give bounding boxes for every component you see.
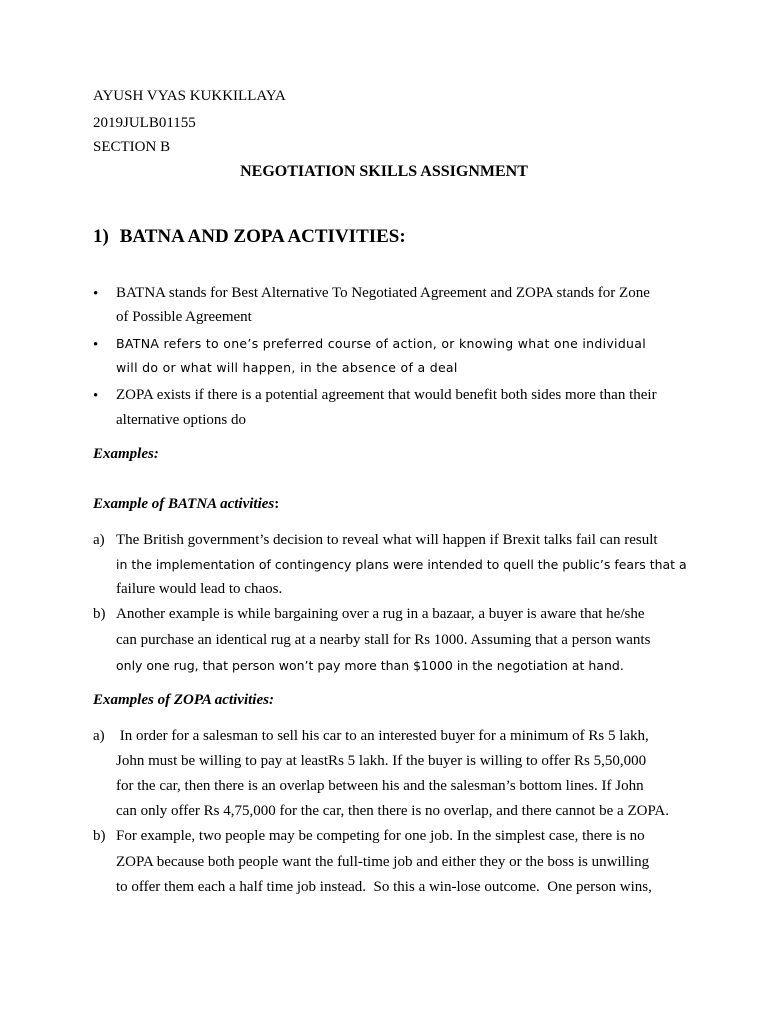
- assignment-title: NEGOTIATION SKILLS ASSIGNMENT: [240, 163, 528, 180]
- section-label: SECTION B: [93, 139, 171, 155]
- bullet-2-line-2: will do or what will happen, in the absence of a deal: [116, 360, 458, 375]
- list-marker: b): [93, 828, 106, 844]
- zopa-examples-heading: Examples of ZOPA activities:: [93, 692, 274, 708]
- batna-a-line-3: failure would lead to chaos.: [116, 581, 283, 597]
- zopa-a-line-4: can only offer Rs 4,75,000 for the car, then there is no overlap, and there cannot be a ZOPA.: [116, 803, 669, 819]
- bullet-3-line-2: alternative options do: [116, 412, 246, 428]
- bullet-icon: •: [93, 337, 99, 353]
- list-marker: a): [93, 532, 105, 548]
- list-marker: b): [93, 606, 106, 622]
- section-heading: [93, 226, 406, 248]
- bullet-icon: •: [93, 388, 99, 404]
- batna-b-line-3: only one rug, that person won’t pay more than $1000 in the negotiation at hand.: [116, 658, 624, 673]
- batna-b-line-1: Another example is while bargaining over a rug in a bazaar, a buyer is aware that he/she: [116, 606, 645, 622]
- examples-label: Examples:: [93, 446, 159, 462]
- section-number: 1): [93, 226, 109, 247]
- zopa-b-line-2: ZOPA because both people want the full-time job and either they or the boss is unwilling: [116, 854, 650, 870]
- bullet-2-line-1: BATNA refers to one’s preferred course of action, or knowing what one individual: [116, 336, 647, 351]
- zopa-b-line-1: For example, two people may be competing for one job. In the simplest case, there is no: [116, 828, 645, 844]
- author-name: AYUSH VYAS KUKKILLAYA: [93, 88, 286, 104]
- zopa-b-line-3: to offer them each a half time job instead. So this a win-lose outcome. One person wins,: [116, 879, 652, 895]
- bullet-icon: •: [93, 286, 99, 302]
- bullet-3-line-1: ZOPA exists if there is a potential agreement that would benefit both sides more than their: [116, 387, 657, 403]
- batna-heading-colon: :: [274, 496, 280, 512]
- bullet-1-line-2: of Possible Agreement: [116, 309, 252, 325]
- batna-a-line-2: in the implementation of contingency plans were intended to quell the public’s fears that a: [116, 557, 687, 572]
- batna-a-line-1: The British government’s decision to reveal what will happen if Brexit talks fail can result: [116, 532, 658, 548]
- student-id: 2019JULB01155: [93, 115, 196, 131]
- batna-b-line-2: can purchase an identical rug at a nearby stall for Rs 1000. Assuming that a person wants: [116, 632, 651, 648]
- zopa-a-line-1: In order for a salesman to sell his car to an interested buyer for a minimum of Rs 5 lakh,: [116, 728, 649, 744]
- list-marker: a): [93, 728, 105, 744]
- zopa-a-line-3: for the car, then there is an overlap between his and the salesman’s bottom lines. If John: [116, 778, 644, 794]
- bullet-1-line-1: BATNA stands for Best Alternative To Negotiated Agreement and ZOPA stands for Zone: [116, 285, 650, 301]
- batna-examples-heading: [93, 494, 279, 514]
- batna-heading-text: Example of BATNA activities: [93, 496, 275, 512]
- section-heading-text: BATNA AND ZOPA ACTIVITIES:: [119, 226, 406, 247]
- zopa-a-line-2: John must be willing to pay at leastRs 5 lakh. If the buyer is willing to offer Rs 5,50,000: [116, 753, 647, 769]
